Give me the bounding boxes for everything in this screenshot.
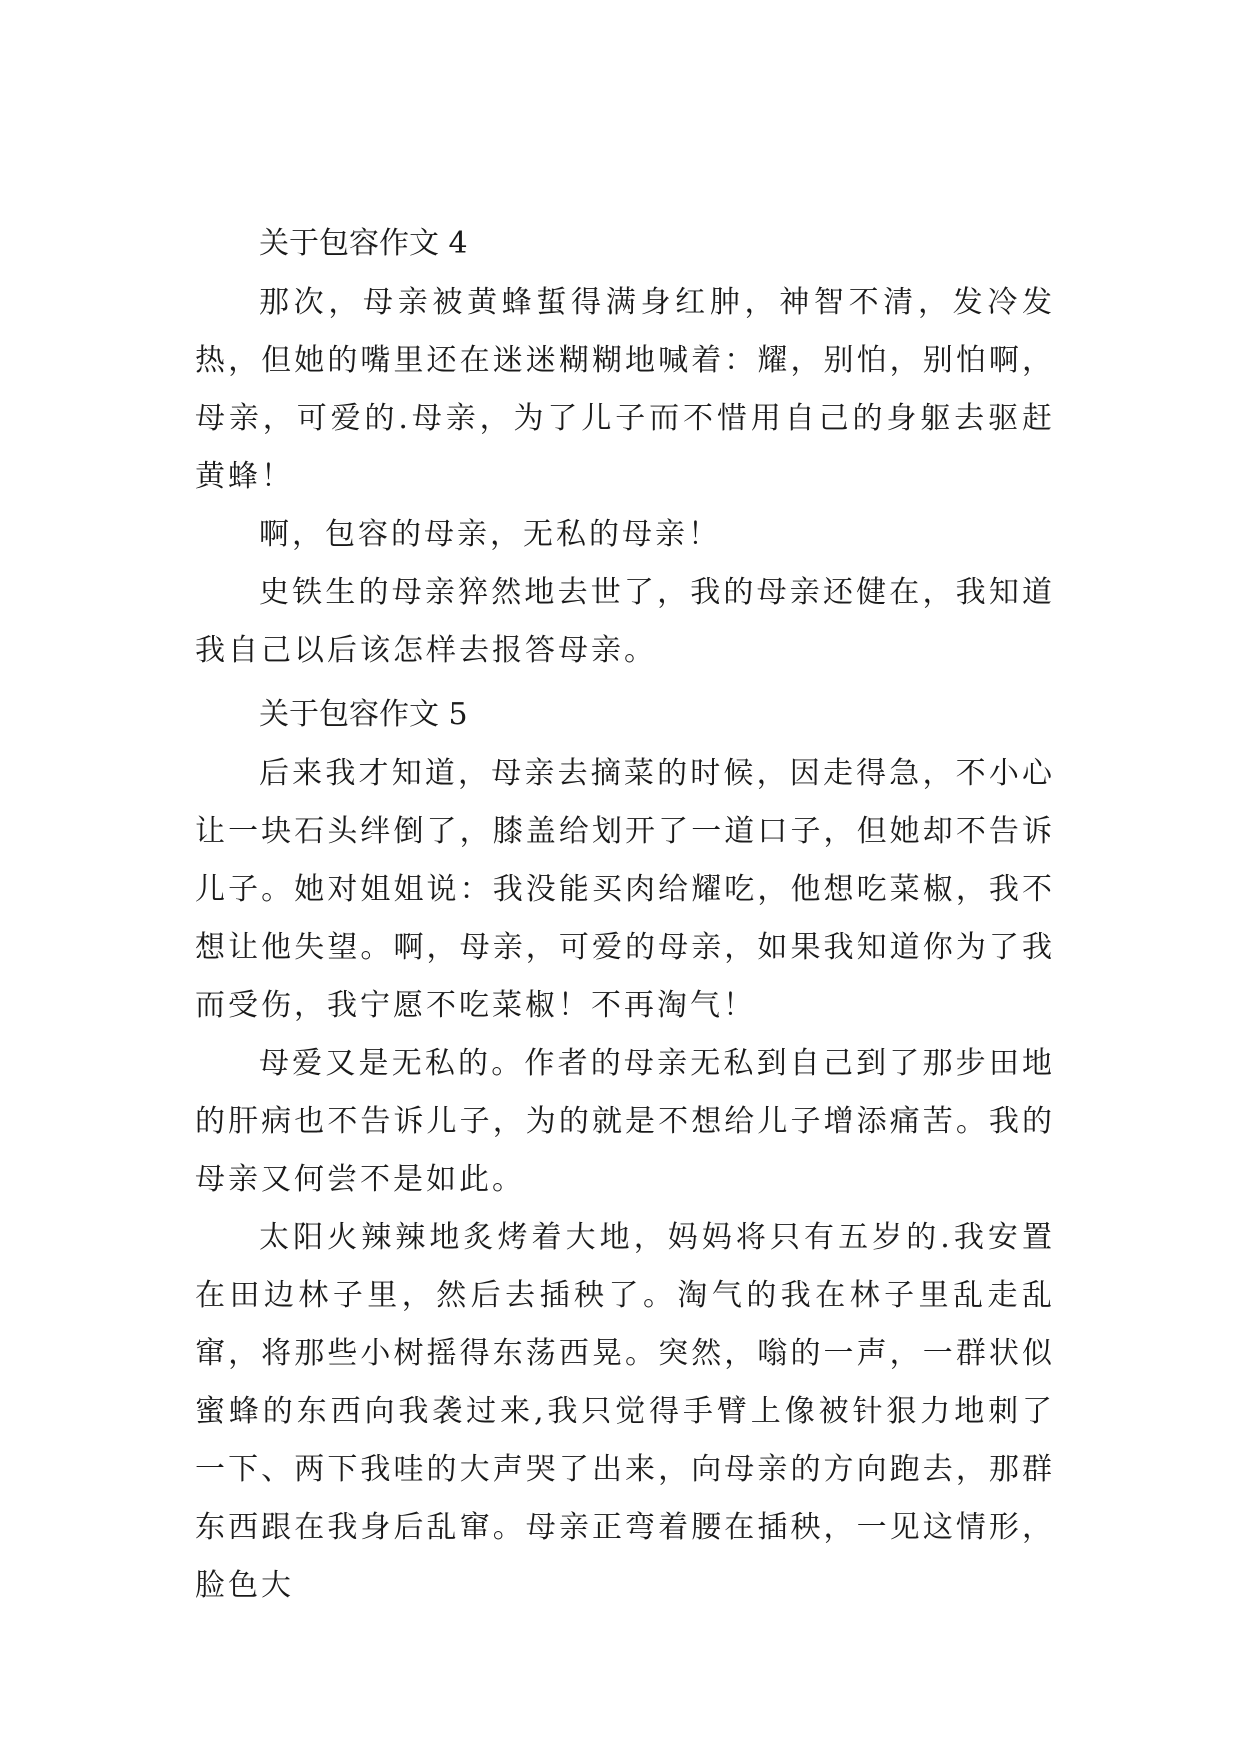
paragraph: 史铁生的母亲猝然地去世了，我的母亲还健在，我知道我自己以后该怎样去报答母亲。 bbox=[195, 575, 1055, 668]
section-title: 关于包容作文 4 bbox=[259, 226, 468, 261]
paragraph: 啊，包容的母亲，无私的母亲！ bbox=[259, 517, 721, 552]
section-title: 关于包容作文 5 bbox=[259, 697, 468, 732]
paragraph: 后来我才知道，母亲去摘菜的时候，因走得急，不小心让一块石头绊倒了，膝盖给划开了一道口子，但她却不告诉儿子。她对姐姐说：我没能买肉给耀吃，他想吃菜椒，我不想让他失望。啊，母亲，可爱的母亲，如果我知道你为了我而受伤，我宁愿不吃菜椒！不再淘气！ bbox=[195, 756, 1055, 1023]
essay-section-4 bbox=[195, 222, 1055, 680]
paragraph: 母爱又是无私的。作者的母亲无私到自己到了那步田地的肝病也不告诉儿子，为的就是不想给儿子增添痛苦。我的母亲又何尝不是如此。 bbox=[195, 1046, 1055, 1197]
paragraph: 那次，母亲被黄蜂蜇得满身红肿，神智不清，发冷发热，但她的嘴里还在迷迷糊糊地喊着：耀，别怕，别怕啊，母亲，可爱的.母亲，为了儿子而不惜用自己的身躯去驱赶黄蜂！ bbox=[195, 285, 1055, 494]
paragraph: 太阳火辣辣地炙烤着大地，妈妈将只有五岁的.我安置在田边林子里，然后去插秧了。淘气的我在林子里乱走乱窜，将那些小树摇得东荡西晃。突然，嗡的一声，一群状似蜜蜂的东西向我袭过来,我只觉得手臂上像被针狠力地刺了一下、两下我哇的大声哭了出来，向母亲的方向跑去，那群东西跟在我身后乱窜。母亲正弯着腰在插秧，一见这情形，脸色大 bbox=[195, 1220, 1055, 1603]
essay-section-5 bbox=[195, 693, 1055, 1615]
